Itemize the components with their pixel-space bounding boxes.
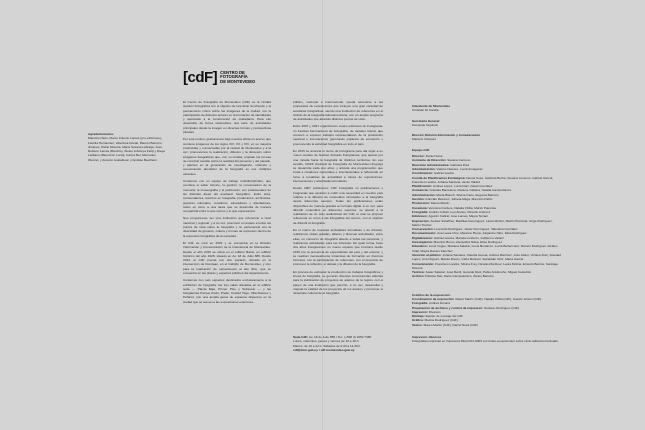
credit-role: Director: (412, 154, 426, 159)
credit-role-names: Francisco Landra, Silvina Frey, Nicolás Martínez, Laura Molina, Ernesto Barrios, Santiago Moreira (412, 261, 559, 270)
cdf-logo (183, 70, 255, 85)
credit-role-names: María Blanch, Silvina Cairo, Eugenia Barreiro (436, 192, 499, 197)
credit-role: Conservación: (412, 227, 435, 232)
contact-label: Sede CdF: (293, 335, 309, 339)
credit-row (412, 274, 562, 278)
credit-role: Coordinación de exposición: (412, 296, 456, 301)
logo-mark: [cdF] (183, 69, 218, 86)
credit-role-names: Leonardo Rodríguez, Javier Domínguez, Valentina González (434, 227, 518, 232)
credit-role: Asistente de Dirección: (412, 158, 448, 163)
middle-paragraph: En procura de estimular la producción de trabajos fotográficos y líneas de fotografía, se generan diversas convocatorias abiertas para la publicación de proyectos de autores de la región, con el apoyo de una institución que permite, a su vez, desarrollar y mejorar la calidad de los proyectos de los autores y promover el desarrollo cultural de la fotografía. (293, 269, 383, 296)
credit-role: Textos: (412, 322, 424, 327)
credit-role-names: Patricia Tato, Dario Campodónico, Álvaro Barreiro (425, 274, 494, 279)
middle-paragraph: público, nacional e internacional, pueda acercarse a las propuestas de exposiciones que incluyen una gran variedad de temáticas fotográficas, siendo una institución de referencia en el ámbito de la fotografía latinoamericana, con un amplio programa de actividades que abarcan distintos puntos de vista. (293, 100, 383, 122)
credit-names: Mariano Vázquez (412, 137, 437, 142)
acknowledgements-text: Mauricio Nieto, Marco Antonio Lamas (pro ediciones), Familia Hernández, Valentina Dostal, Ramón Barreiro Jiménez, Pablo Moreira, María Susana Labraga, José Roberto Lamas (BaruCo), Álvaro Arboleya Felíp y Diego Lazkano (BarcoCol: Local), Carlos Bel, Mercedes Wenzel, y Antonio Gustafsson y familias Beetheim. (88, 136, 166, 162)
credit-role-names: Mauro Martín (CdF), Daniel Sosa (CdF) (423, 322, 478, 327)
credits-column (412, 104, 562, 344)
credit-role-names: Mauro Martín (CdF), Natalia Chilla (CdF), Gastón Grismi (CdF) (455, 296, 542, 301)
credit-role: Exposición: (412, 218, 431, 223)
credit-role: Digitalización: (412, 235, 434, 240)
intro-paragraph: Contamos con un equipo de trabajo multidisciplinario, que combina el saber técnico, la gestión, la conservación de la memoria, la museografía y el patrimonio, con profesionales de las distintas áreas del quehacer fotográfico. Entre ellos, conservadores, técnicos en fotografía, productores, archivistas, gestores culturales, curadores, educadores y diseñadores, todos en torno a una tarea que se desarrolla de manera compartida entre lo que somos y lo que expresamos. (183, 179, 271, 214)
credit-role: Ediciones: (412, 214, 429, 219)
acknowledgements (88, 132, 166, 165)
credit-role: Montaje: (412, 314, 426, 319)
intro-paragraph: El CdF se creó en 2002 y se encuentra en la División Información y Comunicación de la Intendencia de Montevideo. Desde el año 2015 se ubica en el edificio Bazar, un edificio histórico del año 1928, situado en Av. 18 de Julio 885. Desde 2014, el CdF cuenta con otro espacio, ubicado en la intersección de Rondeau, en el Cabildo de Montevideo, y otro para la realización de exposiciones al aire libre, que se encuentra en las plazas y espacios públicos del departamento. (183, 240, 271, 275)
credit-row (412, 262, 562, 271)
credit-role: Gráfica: (412, 318, 425, 323)
credit-title: Director División Información y Comunicación (412, 133, 481, 138)
logo-line-2: FOTOGRAFÍA (220, 74, 248, 80)
logo-text (220, 71, 255, 85)
credit-role: Comité de Planificación Estratégica: (412, 175, 467, 180)
print-list (412, 297, 562, 327)
credit-role-names: Ana Laura Cirio, Mauricio Bruno, Alejandro Nitro, Elisa Rodríguez (437, 231, 527, 236)
credit-role-names: Javier Salazar, José Barril, Gerardo Ruiz, Pablo Aristimuño, Miguel Castañón (425, 270, 532, 275)
credit-role: Administración: (412, 166, 437, 171)
impresion-heading: Impresión: divarcos (412, 335, 442, 340)
intro-paragraph: Nos proponemos ser una institución que referencie a nivel nacional y regional, y a su vez, promover el respeto a todos los puntos de vista sobre la fotografía y su pertenencia con la diversidad de géneros, cultura y formas de expresión dentro de la expresión fotográfica de la sociedad. (183, 216, 271, 238)
credit-role-names: Equipo de montaje del CdF (425, 314, 464, 319)
credit-row (412, 244, 562, 253)
credit-role-names: Daniel Sosa (425, 154, 443, 159)
credit-role-names: Andrea Durand (429, 301, 450, 306)
credit-role-names: Gabriel García, Mariela Limberto, Guillermo Valdez (433, 235, 504, 240)
credit-role-names: Marina Rodríguez (CdF) (424, 318, 458, 323)
team-heading: Equipo CdF (412, 147, 430, 152)
credit-names: Fernando Nopitsch (412, 122, 439, 127)
credit-role: Investigación: (412, 240, 434, 245)
credit-role: Gestión: (412, 197, 426, 202)
credit-role-names: Andrés Cribari, Leo Alonso, Ricardo Antúnez (429, 209, 491, 214)
credit-role-names: Agustín Cabral, Jose Lamas, Mayra Terrani (428, 214, 488, 219)
credit-role: Preparación de archivos y control de impresión: (412, 305, 484, 310)
credit-role-names: Susana Centeno (447, 158, 471, 163)
credit-role-names: Gonzalo Ramírez, Johana Mega, Maurício Pablo (425, 197, 493, 202)
credit-role-names: Verónica Cordero, Natalia Chilla, Martín Pianzola (428, 205, 496, 210)
intro-paragraph: El Centro de Fotografía de Montevideo (CdF) es la Unidad Gestión Fotográfica con el objetivo de incentivar la reflexión y el pensamiento crítico sobre las imágenes de la ciudad, con la participación de distintos actores en la formación de identidades y aportando a la construcción de ciudadanía. Para ello desarrolla, de forma sistemática, una serie de actividades principales desde la imagen en diversas formas y perspectivas plurales. (183, 100, 271, 135)
middle-paragraph: En 2015 se anuncia el cierre de Fotograma para dar lugar a un nuevo modelo de festival, llamado Fotogramas, que apostó por una mirada hacia la fotografía de distintos territorios. En ese sentido, MUFF (Festival de Fotografía de Montevideo-Uruguay) se desarrolla cada dos años, y articula una programación que invita a creadores nacionales e internacionales a reflexionar en torno a temáticas de actualidad a través de exposiciones, intervenciones y actividades formativas. (293, 148, 383, 184)
credit-row (412, 253, 562, 262)
credit-block (412, 133, 562, 142)
credit-title: Secretaria General (412, 118, 440, 123)
credit-role: Curaduría: (412, 205, 429, 210)
credit-role-names: Gabriela Díaz (450, 162, 470, 167)
credit-title: Intendente de Montevideo (412, 104, 451, 108)
credit-names: Christian Di Candia (412, 108, 439, 113)
credit-row (412, 219, 562, 228)
contact-email: cdf@imm.gub.uy / cdf.montevideo.gub.uy (293, 347, 355, 352)
credit-block (412, 119, 562, 128)
credit-role-names: Andrea López, Lucía Díaz, David González (432, 184, 493, 189)
credit-role-names: Johana Santana, Claudia Acosta, Andrea Martínez, José Abarú, Viviana Ruiz, Soledad López, Ana Noguez, Matías Rivero, Carla Molinari, Sebastián Ortiz, María García (412, 252, 561, 262)
intro-column (183, 100, 271, 307)
middle-paragraph: Entre 2007 y 2021 organizamos cuatro ediciones de Fotograma, un Festival Internacional de Fotografía, de carácter bienal, que convocó a exponer trabajos representativos de la producción nacional e internacional, generando espacios de encuentro y promoviendo la actividad fotográfica en todo el país. (293, 124, 383, 146)
credit-role-names: Mauro Martín (430, 201, 450, 206)
credit-role: Dirección Administrativa: (412, 162, 451, 167)
credit-row (412, 176, 562, 185)
credit-role: Fotografía: (412, 209, 430, 214)
credit-role: Archivo: (412, 274, 426, 279)
credit-role-names: Valeria Cáceres, Lucía Ameijeiras (436, 166, 483, 171)
logo-line-1: CENTRO DE (220, 69, 245, 75)
credit-role: Comunicación: (412, 261, 436, 266)
credit-role-names: Daniel Sosa, Gabriela Bertra, Susana Centeno, Gabriel García, Francisco Landra, Johana Santana, Javier Valdez (412, 175, 554, 184)
credit-role: Administración: (412, 192, 437, 197)
credit-row (412, 323, 562, 327)
credit-role-names: Lucía Vogue, Mariana Salazar, Lucía Bentanco, Lucía Bettencourt, Ramón Rodríguez, Alcides Vidal, Mayra Ramos Sánchez (412, 244, 558, 253)
credit-role: Producción: (412, 201, 431, 206)
team-list (412, 154, 562, 279)
credit-role: Impresión: (412, 309, 429, 314)
intro-paragraph: Contamos con seis espacios destinados exclusivamente a la exhibición de fotografía: las tres salas ubicadas en el edificio sede — Planta Baja, Primer Piso y Subsuelo — y las fotogalerías Parque Rodó, Prado, Ciudad Vieja, Villa Dolores y Peñarol, con una amplia gama de espacios dispersos en la ciudad que se suman a las exposiciones exteriores. (183, 278, 271, 304)
middle-paragraph: Desde 2007 publicamos CDF Fotografía en publicaciones y programas que apuntan a cubrir una necesidad en nuestro país relativa a la difusión de contenidos vinculados a la fotografía desde diferentes campos. Todas las publicaciones están disponibles de manera gratuita en formato digital. A su vez, para difundir contenidos en diferentes soportes, se apostó a la realización de un ciclo audiovisual del CdF, el cual se propuso reflexionar en torno a las fotografías del acervo, con el objetivo de difundir la fotografía. (293, 186, 383, 225)
contact-line: Av. 18 de Julio 885 / Tel.: (+598 2) 1950 7380 (309, 335, 372, 339)
credit-role: Técnica: (412, 270, 426, 275)
credit-role: Educativo: (412, 244, 429, 249)
middle-paragraph: En el marco de nuestras actividades formativas y de difusión, realizamos visitas guiadas, talleres y diversas actividades, entre ellas, un concurso de fotografía abierto a todas las personas, y realizamos actividades para las infancias. De igual forma, hace dos años inauguramos un nuevo espacio que funciona desde 2016 con la presencia de especialistas del país y del exterior, y se realizan mensualmente instancias de formación en diversos formatos, con la participación de referentes, con el propósito de promover la reflexión, el debate y la difusión de la fotografía. (293, 228, 383, 267)
credit-role-names: Divarcos (428, 309, 441, 314)
credit-role: Fotografía: (412, 301, 430, 306)
contact-line: Lunes, miércoles, jueves y viernes de 10 a 19 h. (293, 339, 360, 344)
credit-role: Asistencia: (412, 188, 430, 193)
credit-block (412, 104, 562, 113)
impresion-text: Fotografías impresas en impresora Mutoh RJ-900X por tintas ecosolventes sobre vinilo adhesivo laminado. (412, 339, 559, 344)
credit-role-names: Gustavo Rodríguez (CdF) (483, 305, 520, 310)
contact-line: Martes: de 10 a 22 h. Sábados de 9.30 a 14.30 h. (293, 343, 362, 348)
credit-role-names: Graciela Barcelona, Marlene Calleira, Natalia Campodónico (429, 188, 512, 193)
acknowledgements-heading: Agradecimientos: (88, 132, 115, 136)
print-heading: Créditos de la exposición: (412, 292, 451, 297)
credit-role-names: Andrés Schaffner, Matthias Domínguez, Laura Muñoz, Martín Pianzola, Jorge Rodríguez, Martín Tischel (412, 218, 553, 227)
logo-line-3: DE MONTEVIDEO (220, 78, 256, 84)
credit-role: Atención al público: (412, 252, 443, 257)
credit-role: Coordinación: (412, 171, 434, 176)
credit-role: Documentación: (412, 231, 438, 236)
middle-column (293, 100, 383, 298)
credit-role-names: Gabriel Garcia (433, 171, 454, 176)
credit-role: Planificación: (412, 184, 433, 189)
contact-block (293, 335, 383, 352)
intro-paragraph: Por este motivo, gestionamos bajo nuestra órbita un acervo que contiene imágenes de los siglos XIX, XX y XXI, en su mayoría producidas y conservadas por la ciudad de Montevideo y a la vez, promovemos la realización, difusión y la discusión sobre imágenes fotográficas que, con su mirada, amplían las formas de construir sentido sobre la realidad del presente y del pasado, y aportan en la generación de investigación, reflexión y conocimiento alrededor de la fotografía en sus múltiples variantes. (183, 137, 271, 176)
credit-role-names: Mauricio Bruno, Alexandra Nitwa, Elisa Rodríguez (433, 240, 503, 245)
